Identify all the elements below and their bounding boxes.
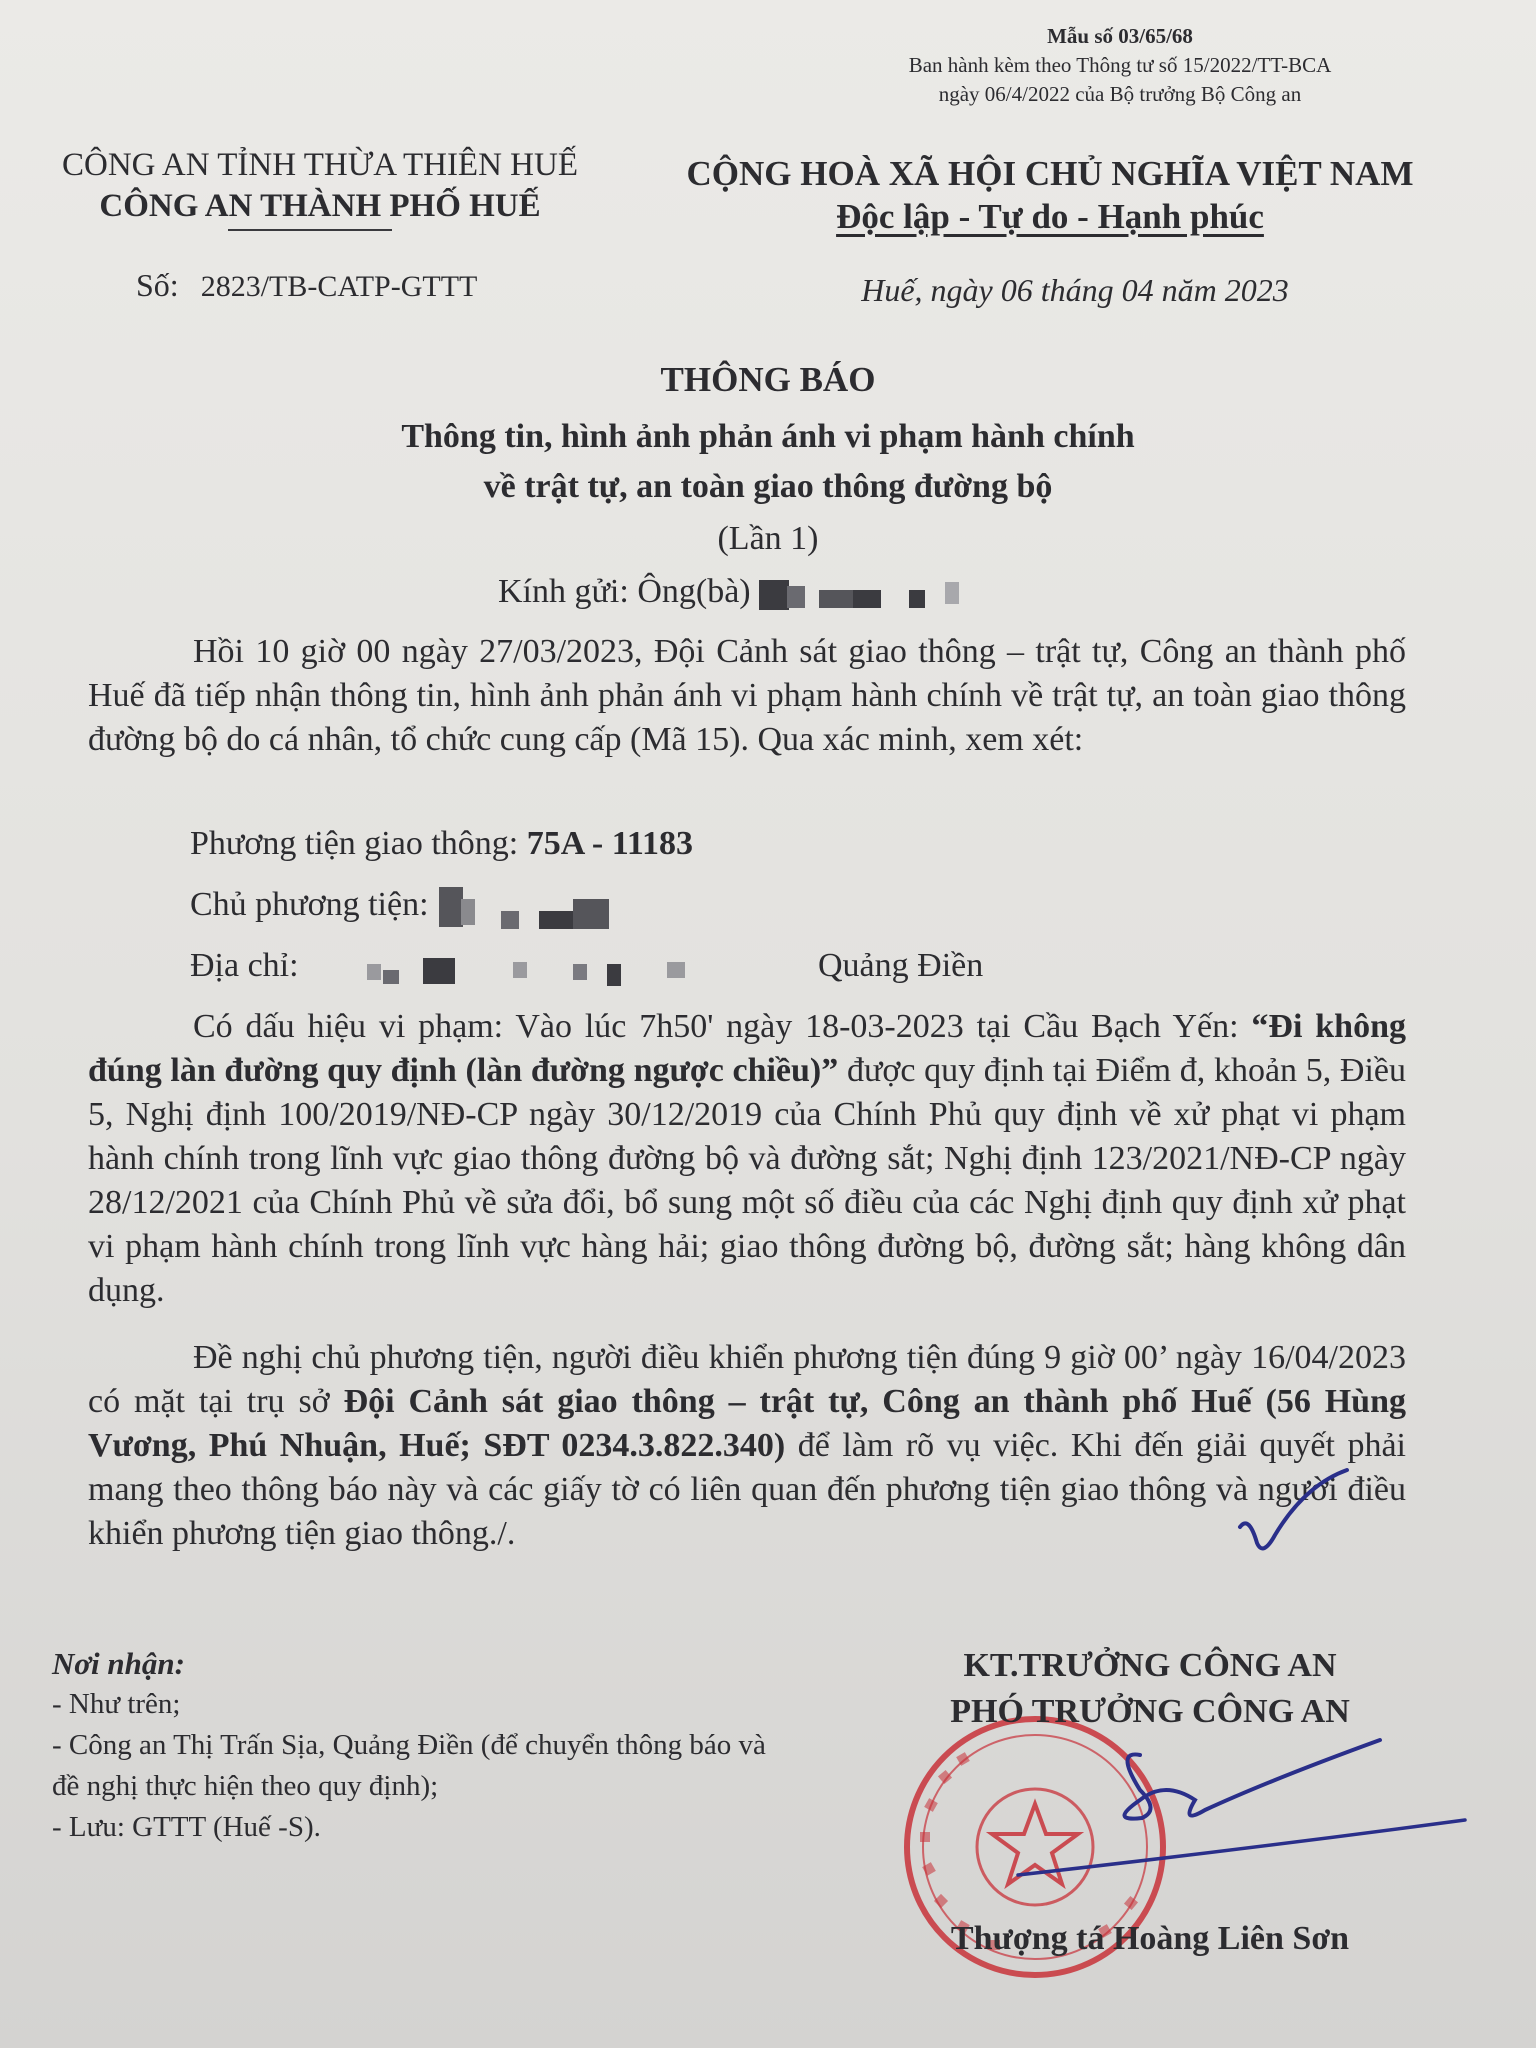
violation-act: “Đi không đúng làn đường quy định (làn đường ngược chiều)” — [88, 1008, 1406, 1089]
parent-agency: CÔNG AN TỈNH THỪA THIÊN HUẾ — [61, 147, 578, 183]
recipients-block — [52, 1643, 792, 1848]
paragraph-reception-text: Hồi 10 giờ 00 ngày 27/03/2023, Đội Cảnh sát giao thông – trật tự, Công an thành phố Huế đã tiếp nhận thông tin, hình ảnh phản ánh vi phạm hành chính về trật tự, an toàn giao thông đường bộ do cá nhân, tổ chức cung cấp (Mã 15). Qua xác minh, xem xét: — [88, 633, 1406, 758]
paragraph-violation — [88, 1005, 1406, 1313]
redacted-address — [307, 952, 727, 984]
request-closing: để làm rõ vụ việc. Khi đến giải quyết phải mang theo thông báo này và các giấy tờ có liên quan đến phương tiện giao thông và người điều khiển phương tiện giao thông./. — [88, 1427, 1406, 1552]
document-title: THÔNG BÁO — [660, 360, 876, 399]
recipient-item: - Như trên; — [52, 1688, 181, 1720]
nation-name: CỘNG HOÀ XÃ HỘI CHỦ NGHĨA VIỆT NAM — [686, 154, 1414, 193]
attempt-number: (Lần 1) — [717, 520, 819, 557]
document-number-value: 2823/TB-CATP-GTTT — [200, 270, 478, 303]
handwritten-signature — [990, 1700, 1490, 1900]
form-number: Mẫu số 03/65/68 — [1047, 24, 1193, 48]
license-plate: 75A - 11183 — [526, 825, 693, 862]
issuing-agency — [20, 145, 620, 227]
recipient-line — [498, 573, 989, 611]
paragraph-request — [88, 1336, 1406, 1556]
subtitle-line-2: về trật tự, an toàn giao thông đường bộ — [483, 468, 1053, 505]
address-label: Địa chỉ: — [190, 947, 299, 984]
owner-line — [190, 885, 667, 929]
document-subtitle — [0, 412, 1536, 512]
address-line — [190, 947, 984, 985]
recipients-heading: Nơi nhận: — [52, 1646, 185, 1681]
form-issued-with: Ban hành kèm theo Thông tư số 15/2022/TT-BCA — [908, 53, 1332, 77]
recipient-label: Kính gửi: Ông(bà) — [498, 573, 751, 610]
signer-title-1: KT.TRƯỞNG CÔNG AN — [963, 1647, 1337, 1684]
recipient-item: - Lưu: GTTT (Huế -S). — [52, 1811, 321, 1843]
request-office: Đội Cảnh sát giao thông – trật tự, Công an thành phố Huế (56 Hùng Vương, Phú Nhuận, Huế; SĐT 0234.3.822.340) — [88, 1383, 1407, 1464]
redacted-name — [759, 578, 989, 610]
vehicle-line — [190, 825, 693, 863]
national-header — [665, 152, 1435, 238]
national-motto: Độc lập - Tự do - Hạnh phúc — [836, 197, 1264, 236]
document-number — [136, 267, 477, 304]
agency-name: CÔNG AN THÀNH PHỐ HUẾ — [99, 188, 541, 224]
owner-label: Chủ phương tiện: — [190, 885, 429, 923]
signer-name: Thượng tá Hoàng Liên Sơn — [950, 1920, 1350, 1957]
form-issued-date: ngày 06/4/2022 của Bộ trưởng Bộ Công an — [938, 82, 1302, 106]
address-district: Quảng Điền — [818, 947, 984, 984]
violation-intro: Có dấu hiệu vi phạm: Vào lúc 7h50' ngày 18-03-2023 tại Cầu Bạch Yến: — [193, 1008, 1239, 1045]
place-date: Huế, ngày 06 tháng 04 năm 2023 — [861, 272, 1289, 308]
document-number-label: Số: — [136, 267, 179, 303]
recipient-item: - Công an Thị Trấn Sịa, Quảng Điền (để chuyển thông báo và đề nghị thực hiện theo quy định); — [52, 1729, 766, 1802]
redacted-owner — [437, 885, 667, 929]
violation-legal-basis: được quy định tại Điểm đ, khoản 5, Điều 5, Nghị định 100/2019/NĐ-CP ngày 30/12/2019 của Chính Phủ quy định về xử phạt vi phạm hành chính trong lĩnh vực giao thông đường bộ và đường sắt; Nghị định 123/2021/NĐ-CP ngày 28/12/2021 của Chính Phủ về sửa đổi, bổ sung một số điều của các Nghị định quy định xử phạt vi phạm hành chính trong lĩnh vực hàng hải; giao thông đường bộ, đường sắt; hàng không dân dụng. — [88, 1052, 1407, 1309]
vehicle-label: Phương tiện giao thông: — [190, 825, 519, 862]
request-intro: Đề nghị chủ phương tiện, người điều khiển phương tiện đúng 9 giờ 00’ ngày 16/04/2023 có mặt tại trụ sở — [88, 1339, 1406, 1420]
paragraph-reception — [88, 630, 1406, 762]
form-code-block — [830, 22, 1410, 109]
subtitle-line-1: Thông tin, hình ảnh phản ánh vi phạm hành chính — [401, 418, 1135, 455]
handwritten-tick-mark — [1235, 1465, 1355, 1560]
signer-title-2: PHÓ TRƯỞNG CÔNG AN — [950, 1693, 1350, 1730]
agency-underline — [228, 229, 392, 231]
